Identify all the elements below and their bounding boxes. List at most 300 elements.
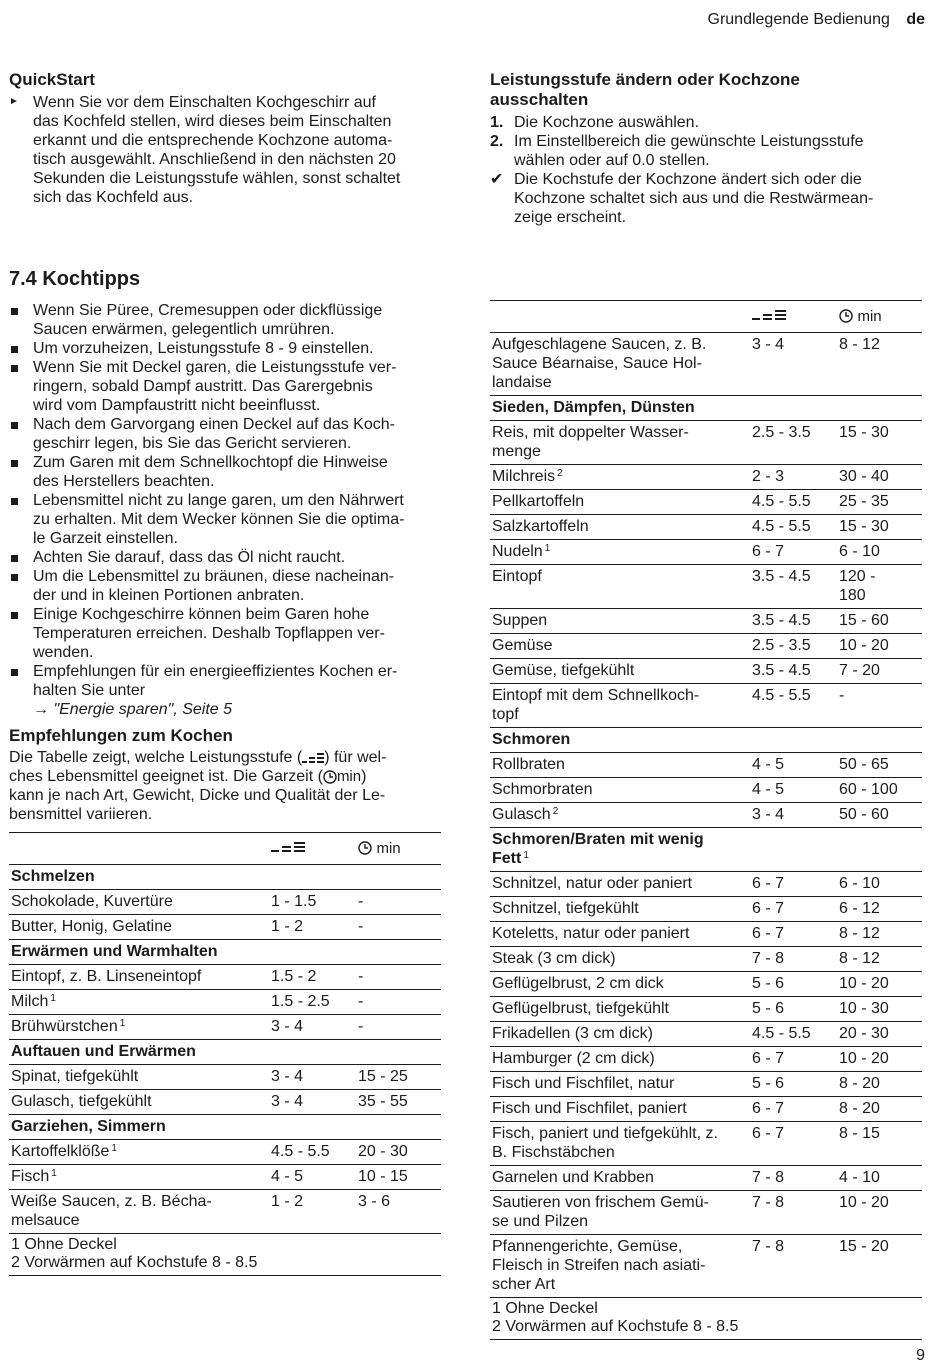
min-label: min — [336, 768, 362, 785]
table-row — [490, 1122, 922, 1166]
food-cell — [490, 1022, 750, 1047]
food-name: Schokolade, Kuvertüre — [11, 893, 173, 910]
text-line: das Kochfeld stellen, wird dieses beim Einschalten — [33, 113, 392, 130]
text-line — [9, 767, 441, 786]
table — [9, 833, 441, 1234]
cook-time-cell: - — [356, 965, 441, 990]
square-bullet-icon — [9, 358, 33, 415]
category-label: Sieden, Dämpfen, Dünsten — [492, 399, 695, 416]
footnote-ref: 1 — [111, 1143, 117, 1154]
power-level-cell: 2.5 - 3.5 — [750, 634, 837, 659]
quickstart-item — [9, 93, 439, 207]
tip-item — [9, 567, 441, 605]
text-line: Wenn Sie Püree, Cremesuppen oder dickflüssige — [33, 302, 383, 319]
table-row — [9, 915, 441, 940]
square-bullet-icon — [9, 567, 33, 605]
step-text-line: wählen oder auf 0.0 stellen. — [514, 152, 710, 169]
food-name: Rollbraten — [492, 756, 565, 773]
cook-time-cell: 10 - 15 — [356, 1165, 441, 1190]
food-cell — [490, 922, 750, 947]
footnotes — [490, 1298, 922, 1340]
square-bullet-icon — [9, 548, 33, 567]
clock-icon — [358, 841, 372, 855]
table-row — [490, 922, 922, 947]
power-level-cell: 5 - 6 — [750, 997, 837, 1022]
food-name: Gulasch, tiefgekühlt — [11, 1093, 152, 1110]
food-cell — [9, 990, 269, 1015]
food-name-line: Sautieren von frischem Gemü- — [492, 1194, 709, 1211]
food-cell — [490, 1191, 750, 1235]
food-cell — [9, 1015, 269, 1040]
power-level-cell: 5 - 6 — [750, 972, 837, 997]
cook-time-cell: 10 - 20 — [837, 1191, 922, 1235]
cook-time-cell: 35 - 55 — [356, 1090, 441, 1115]
footnote-ref: 1 — [50, 993, 56, 1004]
power-level-icon — [302, 752, 324, 764]
food-name: Brühwürstchen — [11, 1018, 118, 1035]
tip-text — [33, 453, 388, 491]
category-cell — [9, 865, 441, 890]
tip-text — [33, 548, 345, 567]
food-cell — [490, 872, 750, 897]
cook-time-cell: - — [356, 890, 441, 915]
food-name: Steak (3 cm dick) — [492, 950, 616, 967]
table-row — [490, 465, 922, 490]
empfehlungen-title: Empfehlungen zum Kochen — [9, 726, 233, 745]
food-name: Kartoffelklöße — [11, 1143, 110, 1160]
food-name-line: menge — [492, 443, 541, 460]
food-name: Schnitzel, natur oder paniert — [492, 875, 693, 892]
power-level-cell: 4.5 - 5.5 — [750, 684, 837, 728]
tip-text — [33, 339, 374, 358]
square-bullet-icon — [9, 301, 33, 339]
cook-time-cell: 50 - 60 — [837, 803, 922, 828]
header-cell-zeit — [837, 301, 922, 333]
cook-time-cell: 6 - 10 — [837, 872, 922, 897]
power-level-cell: 3 - 4 — [269, 1090, 356, 1115]
food-cell — [490, 753, 750, 778]
empfehlungen-text — [9, 748, 441, 824]
table-row — [490, 1235, 922, 1298]
cook-time-cell: 10 - 20 — [837, 1047, 922, 1072]
food-cell — [490, 1097, 750, 1122]
header-cell-zeit — [356, 833, 441, 865]
table — [490, 301, 922, 1298]
cook-time-cell: 6 - 10 — [837, 540, 922, 565]
cook-time-cell: 10 - 30 — [837, 997, 922, 1022]
header-cell-stufe — [750, 301, 837, 333]
cook-time-cell — [837, 565, 922, 609]
cook-time-cell: 8 - 20 — [837, 1072, 922, 1097]
cook-time-cell: 8 - 12 — [837, 922, 922, 947]
food-name: Garnelen und Krabben — [492, 1169, 654, 1186]
power-level-cell: 6 - 7 — [750, 897, 837, 922]
cooking-table-left — [9, 832, 441, 1276]
step-2 — [490, 132, 930, 170]
category-row — [9, 940, 441, 965]
food-name: Fisch — [11, 1168, 50, 1185]
table-row — [9, 1190, 441, 1234]
cook-time-cell: - — [356, 915, 441, 940]
footnote — [11, 1254, 439, 1272]
bullet-square — [11, 498, 18, 505]
food-name: Fisch und Fischfilet, natur — [492, 1075, 675, 1092]
cook-time-cell: 8 - 12 — [837, 947, 922, 972]
text-part: Die Tabelle zeigt, welche Leistungsstufe ( — [9, 749, 303, 766]
food-name: Geflügelbrust, 2 cm dick — [492, 975, 664, 992]
bullet-square — [11, 460, 18, 467]
table-row — [490, 333, 922, 396]
power-level-cell: 3.5 - 4.5 — [750, 565, 837, 609]
food-name-line: Pfannengerichte, Gemüse, — [492, 1238, 683, 1255]
text-line: bensmittel variieren. — [9, 806, 153, 823]
power-level-cell: 4.5 - 5.5 — [750, 515, 837, 540]
food-cell — [9, 915, 269, 940]
category-row — [490, 396, 922, 421]
food-name-line: Reis, mit doppelter Wasser- — [492, 424, 689, 441]
text-line: Achten Sie darauf, dass das Öl nicht raucht. — [33, 549, 346, 566]
power-level-cell: 4.5 - 5.5 — [750, 490, 837, 515]
cook-time-cell: 7 - 20 — [837, 659, 922, 684]
text-line: Sekunden die Leistungsstufe wählen, sonst schaltet — [33, 170, 401, 187]
food-cell — [490, 421, 750, 465]
food-name: Koteletts, natur oder paniert — [492, 925, 690, 942]
food-name: Gulasch — [492, 806, 551, 823]
food-name-line: Weiße Saucen, z. B. Bécha- — [11, 1193, 212, 1210]
food-cell — [9, 1065, 269, 1090]
food-cell — [490, 803, 750, 828]
header-cell-empty — [490, 301, 750, 333]
check-icon: ✔ — [490, 171, 504, 188]
table-row — [9, 1015, 441, 1040]
table-row — [490, 778, 922, 803]
cook-time-cell: 20 - 30 — [356, 1140, 441, 1165]
table-row — [9, 1140, 441, 1165]
footnote-text: Ohne Deckel — [505, 1300, 598, 1317]
tip-text — [33, 301, 382, 339]
food-cell — [490, 490, 750, 515]
power-level-cell: 3 - 4 — [269, 1065, 356, 1090]
bullet-square — [11, 669, 18, 676]
food-name-line: melsauce — [11, 1212, 80, 1229]
cook-time-cell: 15 - 30 — [837, 421, 922, 465]
bullet-square — [11, 308, 18, 315]
power-level-cell: 3.5 - 4.5 — [750, 609, 837, 634]
cook-time-cell: 4 - 10 — [837, 1166, 922, 1191]
food-name: Suppen — [492, 612, 548, 629]
text-line: Lebensmittel nicht zu lange garen, um den Nährwert — [33, 492, 404, 509]
quickstart-text — [33, 93, 400, 207]
table-row — [490, 634, 922, 659]
square-bullet-icon — [9, 662, 33, 719]
step-text-line: Im Einstellbereich die gewünschte Leistungsstufe — [514, 133, 864, 150]
tip-text — [33, 491, 404, 548]
tip-item — [9, 662, 441, 719]
page-number: 9 — [916, 1347, 925, 1364]
tip-item — [9, 358, 441, 415]
text-line: zu erhalten. Mit dem Wecker können Sie die optima- — [33, 511, 405, 528]
step-1 — [490, 113, 930, 132]
food-name: Butter, Honig, Gelatine — [11, 918, 172, 935]
tip-text — [33, 415, 395, 453]
food-cell — [9, 890, 269, 915]
tip-text — [33, 358, 396, 415]
food-cell — [490, 634, 750, 659]
cook-time-line: 180 — [839, 587, 866, 604]
footnote-number: 1 — [11, 1236, 20, 1253]
category-label: Auftauen und Erwärmen — [11, 1043, 196, 1060]
step-text: Die Kochzone auswählen. — [514, 114, 700, 131]
food-name: Eintopf, z. B. Linseneintopf — [11, 968, 202, 985]
food-name: Gemüse, tiefgekühlt — [492, 662, 635, 679]
cook-time-cell: 30 - 40 — [837, 465, 922, 490]
text-line: wird vom Dampfaustritt nicht beeinflusst. — [33, 397, 321, 414]
clock-icon — [323, 770, 337, 784]
footnote-ref: 2 — [552, 806, 559, 817]
power-level-cell: 4 - 5 — [750, 753, 837, 778]
footnote-text: Vorwärmen auf Kochstufe 8 - 8.5 — [505, 1318, 739, 1335]
table-row — [490, 947, 922, 972]
food-name: Fisch und Fischfilet, paniert — [492, 1100, 687, 1117]
triangle-bullet-icon: ► — [9, 96, 19, 107]
table-row — [490, 997, 922, 1022]
power-level-cell: 4.5 - 5.5 — [750, 1022, 837, 1047]
food-name-line: scher Art — [492, 1276, 556, 1293]
power-level-cell: 7 - 8 — [750, 1166, 837, 1191]
text-line: tisch ausgewählt. Anschließend in den nächsten 20 — [33, 151, 396, 168]
food-name-line: Sauce Béarnaise, Sauce Hol- — [492, 355, 702, 372]
text-line: erkannt und die entsprechende Kochzone automa- — [33, 132, 393, 149]
food-cell — [9, 1090, 269, 1115]
food-cell — [490, 972, 750, 997]
tip-item — [9, 548, 441, 567]
step-text — [514, 132, 864, 170]
text-line: geschirr legen, bis Sie das Gericht servieren. — [33, 435, 352, 452]
food-name-line: Fisch, paniert und tiefgekühlt, z. — [492, 1125, 718, 1142]
category-cell — [9, 1115, 441, 1140]
food-cell — [490, 1122, 750, 1166]
food-name: Milch — [11, 993, 49, 1010]
food-name-line: Aufgeschlagene Saucen, z. B. — [492, 336, 707, 353]
bullet-square — [11, 555, 18, 562]
table-row — [490, 1191, 922, 1235]
running-header — [708, 11, 926, 29]
power-level-cell: 1 - 2 — [269, 1190, 356, 1234]
text-line: sich das Kochfeld aus. — [33, 189, 194, 206]
table-row — [490, 565, 922, 609]
food-name: Nudeln — [492, 543, 543, 560]
table-row — [490, 1166, 922, 1191]
power-level-cell: 1 - 1.5 — [269, 890, 356, 915]
footnote-ref: 1 — [544, 543, 551, 554]
header-cell-stufe — [269, 833, 356, 865]
table-row — [490, 803, 922, 828]
power-level-icon — [271, 841, 305, 853]
food-name-line: se und Pilzen — [492, 1213, 589, 1230]
food-name: Salzkartoffeln — [492, 518, 589, 535]
footnote — [492, 1300, 920, 1318]
text-line: wenden. — [33, 644, 94, 661]
table-row — [9, 965, 441, 990]
category-label: Schmoren — [492, 731, 571, 748]
table-row — [9, 990, 441, 1015]
cook-time-cell: 10 - 20 — [837, 634, 922, 659]
food-name-line: Eintopf mit dem Schnellkoch- — [492, 687, 700, 704]
text-line: Wenn Sie vor dem Einschalten Kochgeschirr auf — [33, 94, 376, 111]
food-cell — [490, 1047, 750, 1072]
category-row — [9, 865, 441, 890]
cook-time-cell: 15 - 60 — [837, 609, 922, 634]
food-name-line: B. Fischstäbchen — [492, 1144, 615, 1161]
footnotes — [9, 1234, 441, 1276]
cook-time-cell: - — [837, 684, 922, 728]
quickstart-block — [9, 70, 439, 207]
square-bullet-icon — [9, 491, 33, 548]
food-cell — [9, 965, 269, 990]
arrow-icon: → — [33, 701, 54, 718]
category-cell — [9, 1040, 441, 1065]
min-label: min — [857, 308, 882, 325]
food-cell — [490, 1072, 750, 1097]
category-label-line: Fett $^1$ — [492, 850, 529, 867]
food-cell — [490, 947, 750, 972]
tip-item — [9, 339, 441, 358]
text-line: Saucen erwärmen, gelegentlich umrühren. — [33, 321, 335, 338]
square-bullet-icon — [9, 453, 33, 491]
cook-time-cell: 25 - 35 — [837, 490, 922, 515]
category-label: Garziehen, Simmern — [11, 1118, 166, 1135]
food-cell — [490, 1235, 750, 1298]
power-level-cell: 4.5 - 5.5 — [269, 1140, 356, 1165]
text-line: halten Sie unter — [33, 682, 146, 699]
food-cell — [490, 465, 750, 490]
food-name: Eintopf — [492, 568, 542, 585]
footnote-number: 1 — [492, 1300, 501, 1317]
food-cell — [490, 1166, 750, 1191]
footnote-ref: 1 — [119, 1018, 126, 1029]
food-name: Pellkartoffeln — [492, 493, 585, 510]
tip-item — [9, 453, 441, 491]
cook-time-cell: - — [356, 1015, 441, 1040]
cook-time-cell: 20 - 30 — [837, 1022, 922, 1047]
min-label: min — [376, 840, 401, 857]
table-row — [490, 1072, 922, 1097]
food-cell — [490, 684, 750, 728]
category-label-line: Schmoren/Braten mit wenig — [492, 831, 704, 848]
text-line: Einige Kochgeschirre können beim Garen hohe — [33, 606, 370, 623]
cook-time-cell: 3 - 6 — [356, 1190, 441, 1234]
text-line: ringern, sobald Dampf austritt. Das Garergebnis — [33, 378, 373, 395]
power-level-icon — [752, 309, 786, 321]
tip-item — [9, 301, 441, 339]
square-bullet-icon — [9, 605, 33, 662]
power-level-cell: 3 - 4 — [269, 1015, 356, 1040]
tip-text — [33, 605, 385, 662]
text-line: kann je nach Art, Gewicht, Dicke und Qualität der Le- — [9, 787, 386, 804]
food-name-line: Fleisch in Streifen nach asiati- — [492, 1257, 706, 1274]
text-line: Um die Lebensmittel zu bräunen, diese nacheinan- — [33, 568, 395, 585]
power-level-cell: 5 - 6 — [750, 1072, 837, 1097]
power-level-cell: 3.5 - 4.5 — [750, 659, 837, 684]
food-cell — [490, 333, 750, 396]
tip-item — [9, 605, 441, 662]
text-line: le Garzeit einstellen. — [33, 530, 178, 547]
food-cell — [490, 609, 750, 634]
step-number: 2. — [490, 133, 504, 150]
result-text-line: Die Kochstufe der Kochzone ändert sich oder die — [514, 171, 862, 188]
text-part: ches Lebensmittel geeignet ist. Die Garzeit ( — [9, 768, 323, 785]
bullet-square — [11, 612, 18, 619]
power-level-cell: 3 - 4 — [750, 803, 837, 828]
power-level-cell: 1.5 - 2 — [269, 965, 356, 990]
clock-icon — [839, 309, 853, 323]
cook-time-cell: 6 - 12 — [837, 897, 922, 922]
cook-time-cell: 15 - 20 — [837, 1235, 922, 1298]
footnote-ref: 1 — [523, 850, 529, 861]
bullet-square — [11, 422, 18, 429]
footnote-number: 2 — [492, 1318, 501, 1335]
leistung-block — [490, 70, 930, 227]
kochtipps-list — [9, 301, 441, 719]
text-line — [9, 748, 441, 767]
power-level-cell: 6 - 7 — [750, 1097, 837, 1122]
tip-text — [33, 567, 394, 605]
power-level-cell: 4 - 5 — [750, 778, 837, 803]
table-row — [9, 1165, 441, 1190]
table-header-row — [490, 301, 922, 333]
section-title: Grundlegende Bedienung — [707, 11, 890, 28]
bullet-square — [11, 346, 18, 353]
tip-item — [9, 491, 441, 548]
footnote — [11, 1236, 439, 1254]
food-cell — [9, 1140, 269, 1165]
table-row — [490, 515, 922, 540]
food-cell — [490, 565, 750, 609]
text-line: Empfehlungen für ein energieeffizientes Kochen er- — [33, 663, 398, 680]
header-cell-empty — [9, 833, 269, 865]
footnote-text: Ohne Deckel — [24, 1236, 117, 1253]
text-line: des Herstellers beachten. — [33, 473, 215, 490]
food-cell — [490, 659, 750, 684]
footnote — [492, 1318, 920, 1336]
tip-item — [9, 415, 441, 453]
kochtipps-heading: 7.4 Kochtipps — [9, 268, 141, 290]
table-row — [9, 1090, 441, 1115]
food-cell — [9, 1190, 269, 1234]
text-line: Um vorzuheizen, Leistungsstufe 8 - 9 einstellen. — [33, 340, 374, 357]
cook-time-cell: - — [356, 990, 441, 1015]
table-row — [490, 972, 922, 997]
category-row — [9, 1040, 441, 1065]
category-cell — [9, 940, 441, 965]
text-line: der und in kleinen Portionen anbraten. — [33, 587, 305, 604]
power-level-cell: 6 - 7 — [750, 922, 837, 947]
bullet-square — [11, 365, 18, 372]
food-cell — [490, 540, 750, 565]
text-line: Nach dem Garvorgang einen Deckel auf das Koch- — [33, 416, 395, 433]
cross-reference-link[interactable] — [33, 700, 397, 719]
empfehlungen-block — [9, 726, 441, 824]
footnote-ref: 1 — [51, 1168, 57, 1179]
food-name: Frikadellen (3 cm dick) — [492, 1025, 653, 1042]
table-row — [490, 490, 922, 515]
table-row — [490, 659, 922, 684]
food-cell — [490, 897, 750, 922]
cooking-table-right — [490, 300, 922, 1340]
category-cell — [490, 728, 922, 753]
footnote-number: 2 — [11, 1254, 20, 1271]
result-text — [514, 170, 873, 227]
